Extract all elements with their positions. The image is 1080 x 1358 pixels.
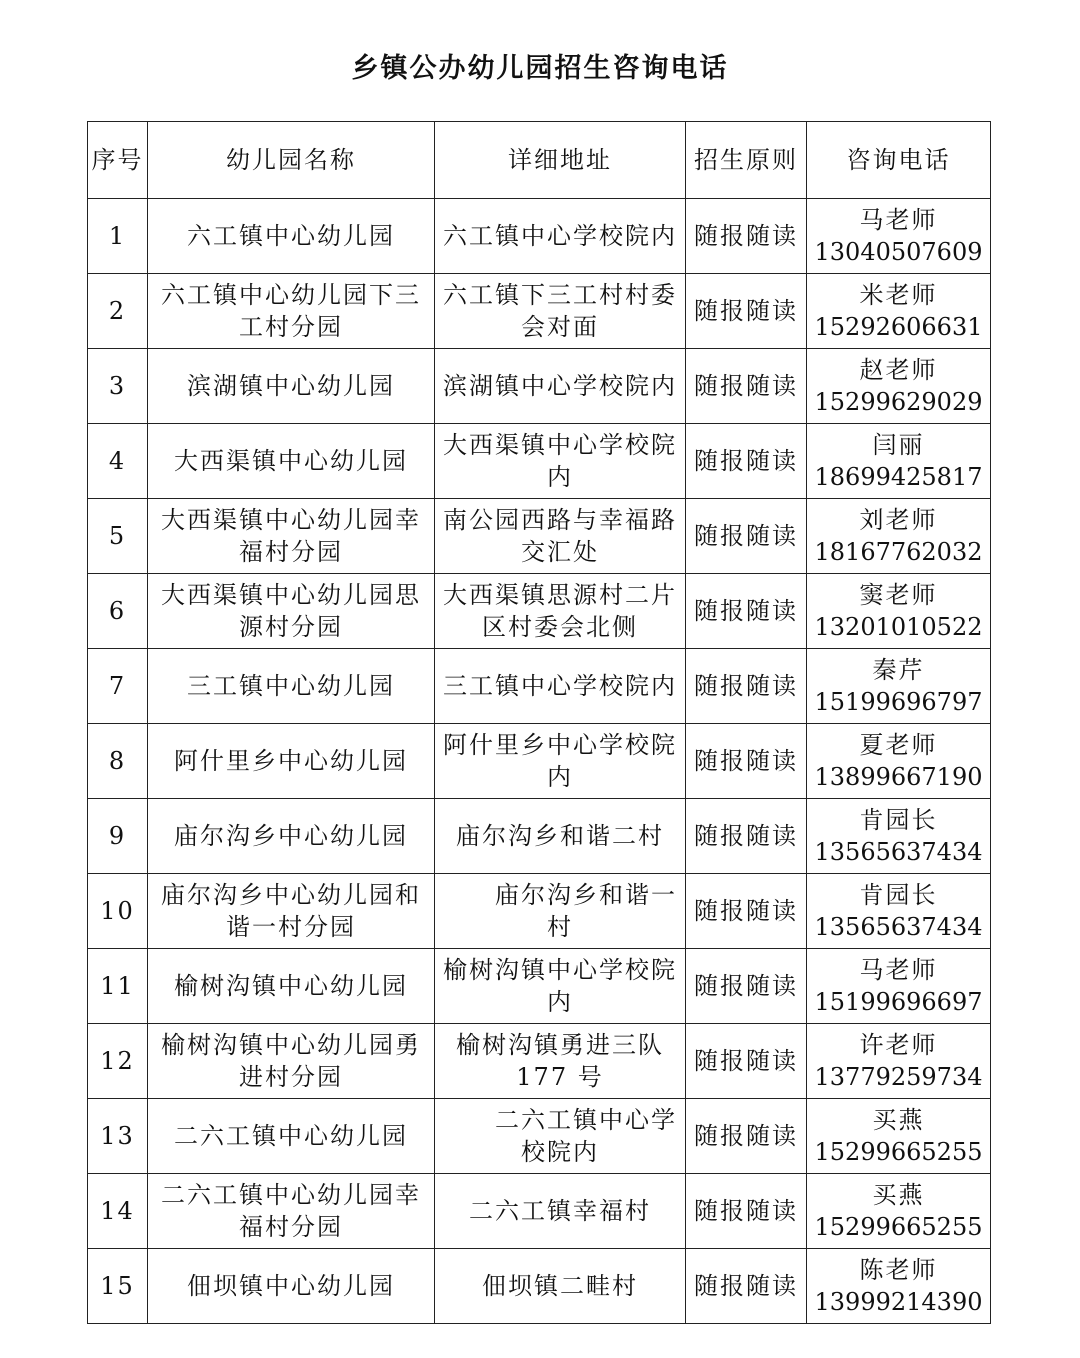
kindergarten-name: 二六工镇中心幼儿园 — [148, 1099, 435, 1174]
enrollment-table — [87, 121, 991, 1324]
row-number: 14 — [88, 1174, 148, 1249]
kindergarten-name: 二六工镇中心幼儿园幸福村分园 — [148, 1174, 435, 1249]
kindergarten-name: 六工镇中心幼儿园下三工村分园 — [148, 274, 435, 349]
phone-number: 15199696697 — [814, 988, 983, 1016]
enrollment-rule: 随报随读 — [686, 274, 807, 349]
row-number: 15 — [88, 1249, 148, 1324]
address: 大西渠镇思源村二片区村委会北侧 — [435, 574, 686, 649]
row-number: 13 — [88, 1099, 148, 1174]
contact-cell — [807, 199, 991, 274]
row-number: 10 — [88, 874, 148, 949]
row-number: 2 — [88, 274, 148, 349]
contact-person: 肯园长 — [859, 806, 938, 834]
enrollment-rule: 随报随读 — [686, 349, 807, 424]
contact-person: 秦芹 — [872, 656, 925, 684]
contact-person: 马老师 — [859, 956, 938, 984]
address: 庙尔沟乡和谐二村 — [435, 799, 686, 874]
contact-cell — [807, 574, 991, 649]
header-address: 详细地址 — [435, 122, 686, 199]
address: 三工镇中心学校院内 — [435, 649, 686, 724]
phone-number: 15199696797 — [814, 688, 983, 716]
row-number: 4 — [88, 424, 148, 499]
address: 榆树沟镇中心学校院内 — [435, 949, 686, 1024]
contact-person: 陈老师 — [859, 1256, 938, 1284]
row-number: 9 — [88, 799, 148, 874]
kindergarten-name: 榆树沟镇中心幼儿园 — [148, 949, 435, 1024]
contact-person: 米老师 — [859, 281, 938, 309]
address: 六工镇下三工村村委会对面 — [435, 274, 686, 349]
contact-person: 窦老师 — [859, 581, 938, 609]
enrollment-rule: 随报随读 — [686, 799, 807, 874]
contact-person: 赵老师 — [859, 356, 938, 384]
contact-cell — [807, 1099, 991, 1174]
phone-number: 13899667190 — [814, 763, 983, 791]
enrollment-rule: 随报随读 — [686, 1099, 807, 1174]
enrollment-rule: 随报随读 — [686, 1024, 807, 1099]
contact-cell — [807, 274, 991, 349]
phone-number: 13040507609 — [814, 238, 983, 266]
kindergarten-name: 庙尔沟乡中心幼儿园 — [148, 799, 435, 874]
phone-number: 13201010522 — [814, 613, 983, 641]
enrollment-rule: 随报随读 — [686, 874, 807, 949]
table-row — [88, 649, 991, 724]
contact-person: 刘老师 — [859, 506, 938, 534]
address: 阿什里乡中心学校院内 — [435, 724, 686, 799]
kindergarten-name: 大西渠镇中心幼儿园思源村分园 — [148, 574, 435, 649]
address: 南公园西路与幸福路交汇处 — [435, 499, 686, 574]
phone-number: 15299665255 — [814, 1213, 983, 1241]
contact-cell — [807, 649, 991, 724]
table-row — [88, 424, 991, 499]
table-row — [88, 1174, 991, 1249]
phone-number: 13565637434 — [814, 838, 983, 866]
table-row — [88, 274, 991, 349]
address: 六工镇中心学校院内 — [435, 199, 686, 274]
enrollment-rule: 随报随读 — [686, 199, 807, 274]
enrollment-rule: 随报随读 — [686, 1249, 807, 1324]
contact-cell — [807, 424, 991, 499]
contact-cell — [807, 349, 991, 424]
kindergarten-name: 大西渠镇中心幼儿园幸福村分园 — [148, 499, 435, 574]
kindergarten-name: 庙尔沟乡中心幼儿园和谐一村分园 — [148, 874, 435, 949]
table-row — [88, 1249, 991, 1324]
contact-cell — [807, 1249, 991, 1324]
table-row — [88, 574, 991, 649]
kindergarten-name: 大西渠镇中心幼儿园 — [148, 424, 435, 499]
kindergarten-name: 滨湖镇中心幼儿园 — [148, 349, 435, 424]
contact-cell — [807, 724, 991, 799]
table-row — [88, 499, 991, 574]
contact-person: 肯园长 — [859, 881, 938, 909]
table-row — [88, 874, 991, 949]
kindergarten-name: 阿什里乡中心幼儿园 — [148, 724, 435, 799]
phone-number: 18699425817 — [814, 463, 983, 491]
phone-number: 15299629029 — [814, 388, 983, 416]
header-kindergarten-name: 幼儿园名称 — [148, 122, 435, 199]
enrollment-rule: 随报随读 — [686, 949, 807, 1024]
address: 滨湖镇中心学校院内 — [435, 349, 686, 424]
contact-person: 马老师 — [859, 206, 938, 234]
table-row — [88, 799, 991, 874]
kindergarten-name: 三工镇中心幼儿园 — [148, 649, 435, 724]
address: 二六工镇幸福村 — [435, 1174, 686, 1249]
contact-person: 买燕 — [872, 1181, 925, 1209]
address: 佃坝镇二畦村 — [435, 1249, 686, 1324]
enrollment-rule: 随报随读 — [686, 499, 807, 574]
phone-number: 15292606631 — [814, 313, 983, 341]
row-number: 6 — [88, 574, 148, 649]
table-row — [88, 1099, 991, 1174]
phone-number: 13999214390 — [814, 1288, 983, 1316]
contact-person: 夏老师 — [859, 731, 938, 759]
contact-cell — [807, 1174, 991, 1249]
kindergarten-name: 榆树沟镇中心幼儿园勇进村分园 — [148, 1024, 435, 1099]
row-number: 12 — [88, 1024, 148, 1099]
contact-cell — [807, 874, 991, 949]
row-number: 1 — [88, 199, 148, 274]
phone-number: 15299665255 — [814, 1138, 983, 1166]
address: 大西渠镇中心学校院内 — [435, 424, 686, 499]
header-number: 序号 — [88, 122, 148, 199]
phone-number: 18167762032 — [814, 538, 983, 566]
table-row — [88, 949, 991, 1024]
table-body — [88, 199, 991, 1324]
table-row — [88, 1024, 991, 1099]
enrollment-rule: 随报随读 — [686, 724, 807, 799]
page-title: 乡镇公办幼儿园招生咨询电话 — [351, 53, 729, 84]
contact-cell — [807, 1024, 991, 1099]
kindergarten-name: 六工镇中心幼儿园 — [148, 199, 435, 274]
enrollment-rule: 随报随读 — [686, 1174, 807, 1249]
header-enrollment-rule: 招生原则 — [686, 122, 807, 199]
contact-cell — [807, 799, 991, 874]
table-header-row — [88, 122, 991, 199]
row-number: 7 — [88, 649, 148, 724]
contact-cell — [807, 949, 991, 1024]
enrollment-rule: 随报随读 — [686, 574, 807, 649]
table-row — [88, 724, 991, 799]
address: 二六工镇中心学校院内 — [435, 1099, 686, 1174]
enrollment-rule: 随报随读 — [686, 424, 807, 499]
contact-person: 许老师 — [859, 1031, 938, 1059]
row-number: 3 — [88, 349, 148, 424]
contact-cell — [807, 499, 991, 574]
enrollment-rule: 随报随读 — [686, 649, 807, 724]
row-number: 5 — [88, 499, 148, 574]
address: 榆树沟镇勇进三队177 号 — [435, 1024, 686, 1099]
table-row — [88, 349, 991, 424]
header-phone: 咨询电话 — [807, 122, 991, 199]
row-number: 8 — [88, 724, 148, 799]
contact-person: 闫丽 — [872, 431, 925, 459]
table-row — [88, 199, 991, 274]
address: 庙尔沟乡和谐一村 — [435, 874, 686, 949]
phone-number: 13565637434 — [814, 913, 983, 941]
phone-number: 13779259734 — [814, 1063, 983, 1091]
row-number: 11 — [88, 949, 148, 1024]
kindergarten-name: 佃坝镇中心幼儿园 — [148, 1249, 435, 1324]
contact-person: 买燕 — [872, 1106, 925, 1134]
